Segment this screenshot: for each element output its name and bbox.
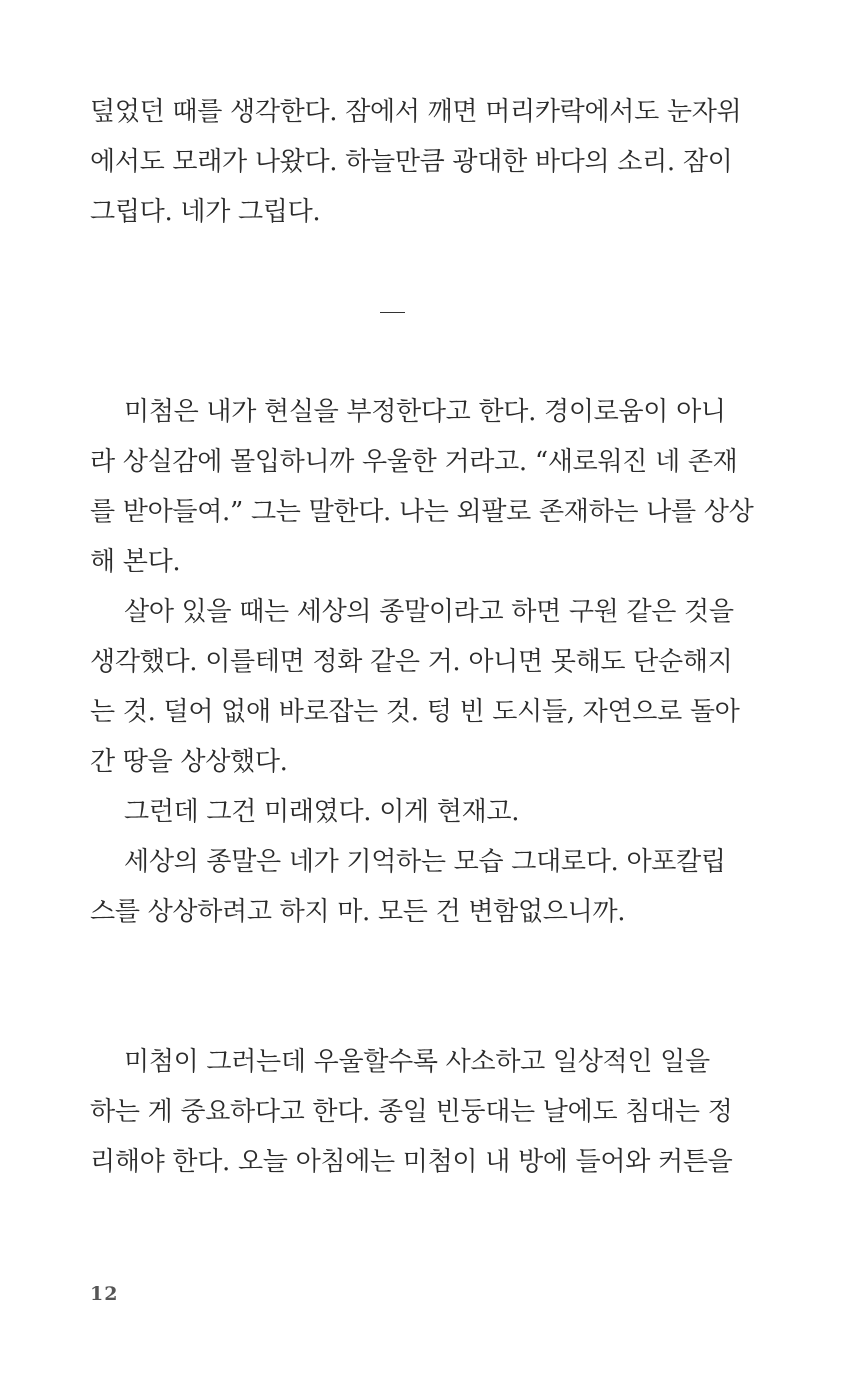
text-line: 그런데 그건 미래였다. 이게 현재고.	[124, 797, 520, 827]
text-line: 를 받아들여.” 그는 말한다. 나는 외팔로 존재하는 나를 상상	[90, 497, 754, 527]
text-line: 리해야 한다. 오늘 아침에는 미첨이 내 방에 들어와 커튼을	[90, 1147, 733, 1177]
text-line: 미첨은 내가 현실을 부정한다고 한다. 경이로움이 아니	[124, 397, 726, 427]
text-line: 세상의 종말은 네가 기억하는 모습 그대로다. 아포칼립	[124, 847, 726, 877]
section-divider	[380, 312, 405, 313]
text-line: 생각했다. 이를테면 정화 같은 거. 아니면 못해도 단순해지	[90, 647, 733, 677]
text-line: 해 본다.	[90, 547, 181, 577]
text-line: 그립다. 네가 그립다.	[90, 197, 321, 227]
text-line: 미첨이 그러는데 우울할수록 사소하고 일상적인 일을	[124, 1047, 710, 1077]
text-line: 에서도 모래가 나왔다. 하늘만큼 광대한 바다의 소리. 잠이	[90, 147, 733, 177]
text-line: 라 상실감에 몰입하니까 우울한 거라고. “새로워진 네 존재	[90, 447, 738, 477]
page-number: 12	[90, 1283, 119, 1305]
text-line: 덮었던 때를 생각한다. 잠에서 깨면 머리카락에서도 눈자위	[90, 97, 742, 127]
text-line: 하는 게 중요하다고 한다. 종일 빈둥대는 날에도 침대는 정	[90, 1097, 733, 1127]
text-line: 살아 있을 때는 세상의 종말이라고 하면 구원 같은 것을	[124, 597, 734, 627]
text-line: 스를 상상하려고 하지 마. 모든 건 변함없으니까.	[90, 897, 626, 927]
text-line: 는 것. 덜어 없애 바로잡는 것. 텅 빈 도시들, 자연으로 돌아	[90, 697, 740, 727]
text-line: 간 땅을 상상했다.	[90, 747, 288, 777]
